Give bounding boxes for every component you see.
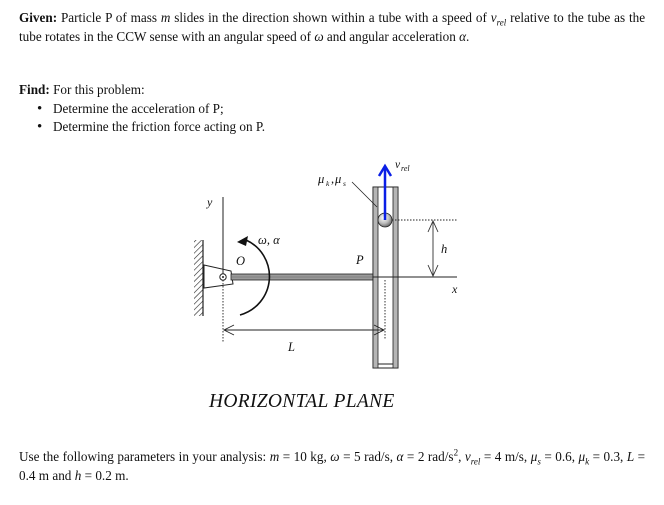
mu-k-symbol: μ — [318, 172, 325, 186]
l-dimension-arrow — [224, 325, 384, 335]
mu-k-subscript: k — [326, 179, 330, 188]
param-omega-value: 5 rad/s, — [354, 449, 394, 464]
param-muk-value: 0.3, — [603, 449, 624, 464]
param-muk-subscript: k — [585, 456, 590, 467]
given-text-4: and angular acceleration — [326, 28, 456, 44]
h-dimension-arrow — [428, 221, 438, 276]
param-vrel-subscript: rel — [470, 456, 481, 467]
given-text-2: slides in the direction shown within a tube with a speed of — [174, 10, 487, 25]
param-mus-symbol: μ — [530, 449, 538, 464]
param-vrel-symbol: v — [464, 449, 471, 464]
param-omega-symbol: ω — [330, 449, 340, 464]
find-intro: For this problem: — [53, 82, 145, 97]
find-item: • Determine the friction force acting on P. — [37, 118, 645, 137]
param-h-value: 0.2 m. — [95, 467, 129, 483]
param-mus-subscript: s — [537, 456, 541, 467]
param-alpha-exponent: 2 — [453, 447, 459, 458]
height-label: h — [441, 242, 448, 256]
given-period: . — [466, 28, 470, 44]
v-symbol: v — [490, 10, 497, 25]
param-alpha-symbol: α — [396, 449, 404, 464]
given-text-1: Particle P of mass — [60, 10, 157, 25]
given-text-3: relative to the tube as the tube rotates in the CCW sense with an angular speed of — [19, 10, 646, 44]
param-mus-value: 0.6, — [555, 449, 576, 464]
vrel-label — [395, 159, 410, 173]
param-l-symbol: L — [626, 449, 635, 464]
find-item: • Determine the acceleration of P; — [37, 100, 645, 119]
param-vrel-value: 4 m/s, — [494, 449, 528, 464]
alpha-symbol: α — [459, 28, 467, 44]
omega-symbol: ω — [314, 28, 324, 44]
given-label: Given: — [19, 10, 58, 25]
vrel-v: v — [395, 159, 401, 171]
param-alpha-value: 2 rad/s — [417, 449, 454, 464]
origin-label: O — [236, 254, 246, 268]
param-h-symbol: h — [74, 467, 82, 483]
mu-s-symbol: μ — [335, 172, 342, 186]
vrel-subscript: rel — [401, 164, 410, 173]
point-p-label: P — [356, 253, 364, 267]
find-label: Find: — [19, 82, 50, 97]
parameters-paragraph: Use the following parameters in your analysis: m = 10 kg, ω = 5 rad/s, α = 2 rad/$s^2$, $v_{rel} = 4$ m/s, $\mu_s = 0.6$, $\mu_k = 0.3$, L = 0.4 m and h = 0.2 m. — [19, 447, 646, 483]
params-intro: Use the following parameters in your analysis: — [19, 449, 267, 464]
length-label: L — [288, 340, 295, 354]
param-m-symbol: m — [269, 449, 280, 464]
mu-comma: , — [331, 172, 335, 186]
rel-subscript: rel — [496, 17, 507, 28]
mass-symbol: m — [160, 10, 171, 25]
x-axis-label: x — [452, 282, 458, 296]
rotating-arm — [231, 274, 373, 280]
friction-coefficients-label — [317, 172, 346, 188]
fixed-wall-icon — [194, 240, 203, 316]
omega-alpha-label: ω, α — [258, 233, 280, 247]
pivot-bracket — [204, 265, 233, 288]
param-l-value: 0.4 m and — [19, 467, 72, 483]
diagram-title: HORIZONTAL PLANE — [209, 391, 395, 412]
param-muk-symbol: μ — [578, 449, 586, 464]
param-m-value: 10 kg, — [293, 449, 327, 464]
y-axis-label: y — [207, 195, 213, 209]
mu-s-subscript: s — [343, 179, 346, 188]
